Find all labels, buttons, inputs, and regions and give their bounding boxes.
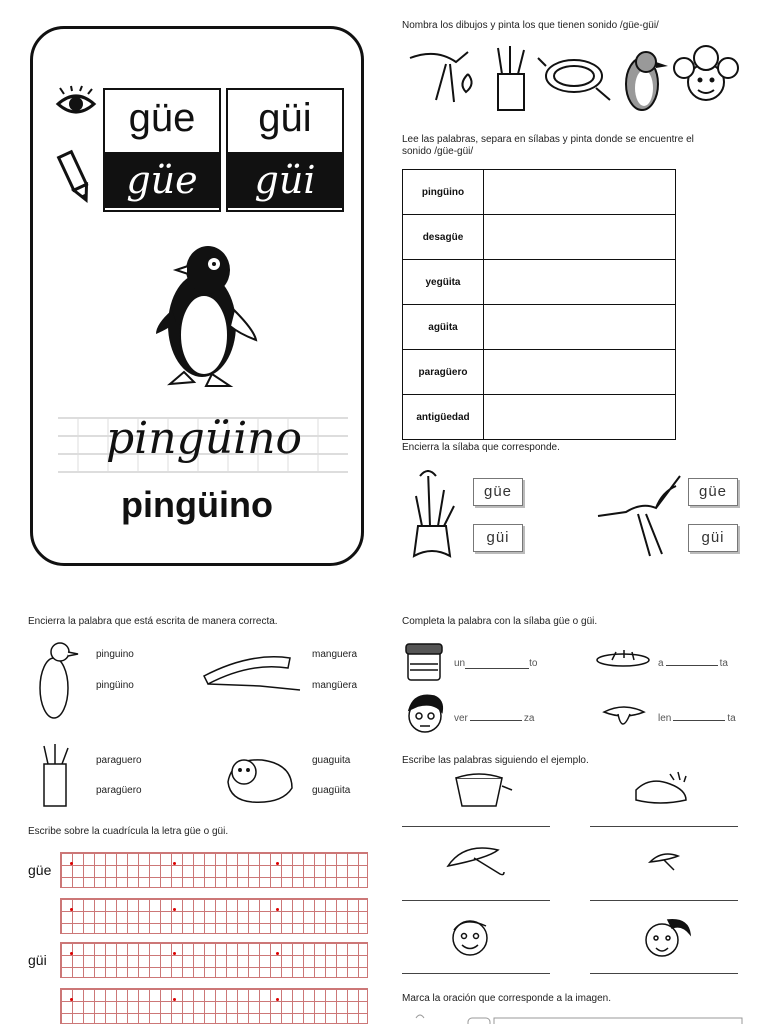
word-option[interactable]: mangüera	[312, 680, 358, 691]
option-gue-1[interactable]: güe	[473, 478, 523, 506]
table-row	[403, 395, 676, 440]
eye-icon	[54, 86, 98, 122]
option-gui-1[interactable]: güi	[473, 524, 523, 552]
word-option[interactable]: manguera	[312, 649, 358, 660]
ex8-partial-row	[404, 1010, 744, 1024]
grid-dot	[276, 998, 279, 1001]
write-line[interactable]	[402, 900, 550, 901]
boy-face-icon	[448, 912, 492, 958]
ex2-instruction-2: sonido /güe-güi/	[402, 146, 474, 157]
write-line[interactable]	[402, 973, 550, 974]
grid-dot	[70, 862, 73, 865]
table-row	[403, 260, 676, 305]
ex7-instruction: Escribe sobre la cuadrícula la letra güe o güi.	[28, 826, 229, 837]
pencil-icon	[58, 148, 94, 204]
table-answer-cell[interactable]	[484, 215, 676, 260]
penguin-outline-icon	[32, 640, 80, 722]
umbrella-icon	[444, 844, 510, 878]
small-umbrella-icon	[648, 850, 684, 874]
syllable-print-gue: güe	[128, 96, 196, 140]
table-answer-cell[interactable]	[484, 305, 676, 350]
grid-label-gui: güi	[28, 952, 47, 968]
ointment-jar-icon	[404, 640, 444, 684]
writing-grid-row[interactable]	[60, 942, 368, 978]
table-word: desagüe	[403, 215, 484, 260]
umbrella-stand-icon	[498, 46, 524, 110]
complete-word-3: ver za	[454, 713, 535, 724]
grid-dot	[276, 952, 279, 955]
word-option[interactable]: guaguita	[312, 755, 351, 766]
ex4-instruction: Encierra la palabra que está escrita de manera correcta.	[28, 616, 278, 627]
table-answer-cell[interactable]	[484, 260, 676, 305]
word-option[interactable]: paragüero	[96, 785, 142, 796]
ex1-instruction: Nombra los dibujos y pinta los que tienen sonido /güe-güi/	[402, 20, 659, 31]
stork-icon	[410, 52, 472, 102]
write-line[interactable]	[402, 826, 550, 827]
umbrella-stand-icon	[404, 466, 460, 562]
hose-icon	[200, 648, 304, 696]
grid-dot	[173, 998, 176, 1001]
hands-water-icon	[630, 770, 692, 810]
ex5-instruction: Completa la palabra con la sílaba güe o güi.	[402, 616, 598, 627]
syllable-card-gue	[103, 88, 221, 212]
word-option[interactable]: pingüino	[96, 680, 134, 691]
syllable-table	[402, 169, 676, 440]
complete-word-4: len ta	[658, 713, 736, 724]
hose-icon	[538, 58, 610, 100]
umbrella-stand-icon	[38, 742, 74, 808]
shame-face-icon	[404, 690, 446, 736]
write-line[interactable]	[590, 973, 738, 974]
grid-dot	[70, 908, 73, 911]
syllable-cursive-gui: güi	[228, 152, 342, 208]
table-word: antigüedad	[403, 395, 484, 440]
grid-dot	[173, 908, 176, 911]
grid-dot	[173, 862, 176, 865]
tongue-icon	[600, 700, 648, 736]
writing-grid-row[interactable]	[60, 898, 368, 934]
water-splash-icon	[594, 648, 652, 670]
option-gui-2[interactable]: güi	[688, 524, 738, 552]
cursive-word: pingüino	[106, 413, 302, 464]
table-word: yegüita	[403, 260, 484, 305]
writing-grid-row[interactable]	[60, 852, 368, 888]
girl-face-icon	[674, 46, 738, 100]
ex6-instruction: Escribe las palabras siguiendo el ejemplo.	[402, 755, 589, 766]
stork-icon	[596, 472, 682, 558]
grid-dot	[70, 998, 73, 1001]
ex2-instruction-1: Lee las palabras, separa en sílabas y pinta donde se encuentre el	[402, 134, 694, 145]
write-line[interactable]	[590, 900, 738, 901]
table-row	[403, 350, 676, 395]
word-option[interactable]: pinguino	[96, 649, 134, 660]
grid-dot	[276, 908, 279, 911]
card-word: pingüino	[121, 484, 273, 525]
option-gue-2[interactable]: güe	[688, 478, 738, 506]
grid-label-gue: güe	[28, 862, 52, 878]
table-word: pingüino	[403, 170, 484, 215]
penguin-illustration	[150, 240, 260, 390]
ex1-pictures	[406, 44, 746, 114]
word-option[interactable]: paraguero	[96, 755, 142, 766]
syllable-card-gui	[226, 88, 344, 212]
ex3-instruction: Encierra la sílaba que corresponde.	[402, 442, 560, 453]
table-row	[403, 305, 676, 350]
ex8-instruction: Marca la oración que corresponde a la imagen.	[402, 993, 612, 1004]
table-row	[403, 215, 676, 260]
write-line[interactable]	[590, 826, 738, 827]
complete-word-2: a ta	[658, 658, 728, 669]
table-answer-cell[interactable]	[484, 395, 676, 440]
child-face-icon	[638, 914, 692, 960]
table-answer-cell[interactable]	[484, 170, 676, 215]
syllable-print-gui: güi	[258, 96, 312, 140]
grid-dot	[70, 952, 73, 955]
complete-word-1: un to	[454, 658, 538, 669]
table-word: agüita	[403, 305, 484, 350]
table-answer-cell[interactable]	[484, 350, 676, 395]
baby-icon	[222, 748, 298, 804]
table-word: paragüero	[403, 350, 484, 395]
word-option[interactable]: guagüita	[312, 785, 351, 796]
writing-grid-row[interactable]	[60, 988, 368, 1024]
grid-dot	[173, 952, 176, 955]
syllable-cursive-gue: güe	[105, 152, 219, 208]
penguin-icon	[626, 52, 668, 110]
grid-dot	[276, 862, 279, 865]
bucket-icon	[452, 774, 514, 810]
table-row	[403, 170, 676, 215]
